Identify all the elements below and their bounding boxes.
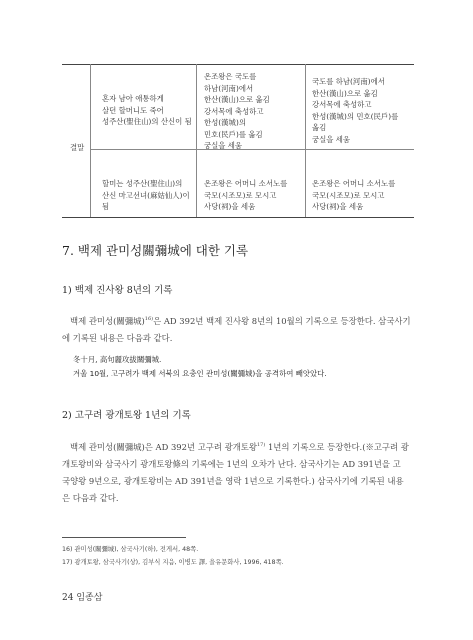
cell-line: 민호(民戶)를 옮김 — [204, 129, 263, 139]
cell-line: 한산(漢山)으로 옮김 — [312, 88, 378, 98]
cell-line: 한산(漢山)으로 옮김 — [204, 95, 270, 104]
table-cell — [204, 178, 287, 213]
text-run: 은 AD 392년 백제 진사왕 8년의 10월의 기록으로 등장한다. 삼국사기 — [153, 315, 411, 326]
text-run: 백제 관미성(關彌城) — [70, 315, 145, 326]
cell-line: 온조왕은 어머니 소서노를 — [204, 179, 288, 188]
cell-line: 성주산(聖住山)의 산신이 됨 — [102, 117, 192, 126]
footnote-ref: 16) — [144, 316, 154, 322]
footnote: 17) 광개토왕, 삼국사기(상), 김부식 지음, 이병도 譯, 을유문화사, 1996, 418쪽. — [62, 559, 284, 566]
paragraph-line: 개토왕비와 삼국사기 광개토왕條의 기록에는 1년의 오차가 난다. 삼국사기는 AD 391년을 고 — [62, 458, 401, 469]
paragraph — [62, 437, 414, 507]
cell-line: 혼자 남아 애통하게 — [102, 94, 164, 103]
paragraph-line: 국양왕 9년으로, 광개토왕비는 AD 391년을 영락 1년으로 기록한다.) 삼국사기에 기록된 내용 — [62, 475, 404, 486]
cell-line: 한성(漢城)의 민호(民戶)를 — [312, 111, 399, 121]
cell-line: 궁실을 세움 — [312, 134, 351, 144]
cell-line: 할미는 성주산(聖住山)의 — [102, 179, 183, 188]
cell-line: 온조왕은 어머니 소서노를 — [312, 179, 396, 188]
cell-line: 산신 마고선녀(麻姑仙人)이 — [102, 190, 190, 200]
cell-line: 강서목에 축성하고 — [204, 106, 264, 116]
quote-line: 冬十月, 高句麗攻拔關彌城. — [73, 355, 162, 364]
page-number: 24 임종삼 — [62, 593, 103, 603]
paragraph-line — [62, 437, 414, 456]
table-col-divider — [90, 64, 91, 217]
paragraph-line: 에 기록된 내용은 다음과 같다. — [62, 332, 173, 343]
cell-line: 강서목에 축성하고 — [312, 100, 372, 109]
table-col-divider — [196, 64, 197, 217]
cell-line: 옮김 — [312, 123, 327, 132]
table-row-label: 결말 — [70, 143, 85, 152]
paragraph-line: 은 다음과 같다. — [62, 492, 119, 503]
table-bottom-rule — [62, 217, 414, 218]
subsection-title: 2) 고구려 광개토왕 1년의 기록 — [62, 410, 191, 421]
subsection-title: 1) 백제 진사왕 8년의 기록 — [62, 285, 173, 296]
text-run: 1년의 기록으로 등장한다.(※고구려 광 — [265, 441, 409, 452]
cell-line: 됨 — [102, 202, 110, 211]
table-cell — [312, 76, 398, 145]
footnote-ref: 17) — [256, 442, 266, 448]
cell-line: 사당(祠)을 세움 — [204, 202, 256, 211]
table-cell — [204, 71, 270, 152]
quotation — [73, 353, 327, 381]
cell-line: 하남(河南)에서 — [204, 83, 254, 93]
table-cell — [102, 178, 190, 213]
table-cell — [102, 93, 192, 128]
table-top-rule — [62, 64, 414, 65]
text-run: 백제 관미성(關彌城)은 AD 392년 고구려 광개토왕 — [70, 441, 257, 452]
paragraph-line — [62, 311, 414, 330]
cell-line: 사당(祠)을 세움 — [312, 202, 364, 211]
paragraph — [62, 311, 414, 347]
quote-line: 겨울 10월, 고구려가 백제 서북의 요충인 관미성(關彌城)을 공격하여 빼앗았다. — [73, 369, 327, 378]
cell-line: 국도를 하남(河南)에서 — [312, 77, 385, 86]
cell-line: 궁실을 세움 — [204, 141, 243, 150]
table-col-divider — [305, 64, 306, 217]
footnote: 16) 관미성(關彌城), 삼국사기(하), 전게서, 48쪽. — [62, 546, 199, 553]
cell-line: 국모(시조모)로 모시고 — [312, 190, 385, 200]
comparison-table — [62, 64, 414, 217]
cell-line: 온조왕은 국도를 — [204, 72, 257, 81]
cell-line: 살던 할머니도 죽어 — [102, 105, 164, 115]
table-cell — [312, 178, 395, 213]
cell-line: 국모(시조모)로 모시고 — [204, 190, 277, 200]
cell-line: 한성(漢城)의 — [204, 118, 246, 127]
section-title: 7. 백제 관미성關彌城에 대한 기록 — [62, 243, 249, 258]
footnote-rule — [62, 537, 186, 538]
